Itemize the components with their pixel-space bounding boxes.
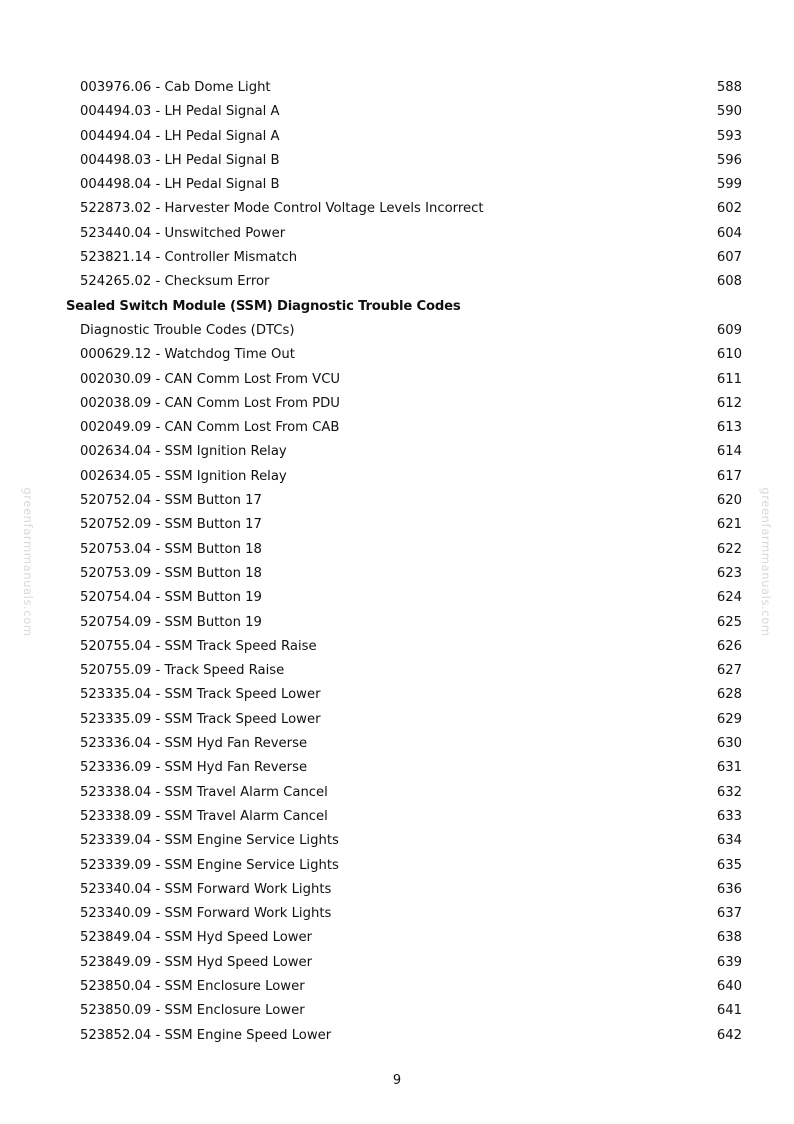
toc-entry-label: 523850.04 - SSM Enclosure Lower [80,978,305,994]
toc-page-number: 625 [716,614,742,630]
toc-entry-label: 523850.09 - SSM Enclosure Lower [80,1003,305,1019]
toc-entry-label: 523849.09 - SSM Hyd Speed Lower [80,954,313,970]
toc-page-number: 631 [716,760,742,776]
toc-entry[interactable] [0,586,794,610]
toc-entry-label: 004498.03 - LH Pedal Signal B [80,152,280,168]
toc-entry-label: 523821.14 - Controller Mismatch [80,250,298,266]
toc-entry-label: 523336.04 - SSM Hyd Fan Reverse [80,736,308,752]
toc-page-number: 642 [716,1027,742,1043]
toc-page-number: 638 [716,930,742,946]
toc-page-number: 610 [716,347,742,363]
toc-page-number: 637 [716,906,742,922]
toc-entry[interactable] [0,440,794,464]
toc-page-number: 640 [716,978,742,994]
watermark-right: greenfarmmanuals.com [759,487,773,637]
toc-page-number: 633 [716,808,742,824]
toc-entry[interactable] [0,222,794,246]
toc-entry-label: 000629.12 - Watchdog Time Out [80,347,295,363]
toc-entry-label: 004494.04 - LH Pedal Signal A [80,128,280,144]
toc-entry-label: 520754.09 - SSM Button 19 [80,614,262,630]
toc-entry-label: 002030.09 - CAN Comm Lost From VCU [80,371,341,387]
toc-entry-label: 524265.02 - Checksum Error [80,274,270,290]
toc-page-number: 630 [716,736,742,752]
toc-entry[interactable] [0,975,794,999]
toc-entry[interactable] [0,270,794,294]
toc-entry-label: 523335.09 - SSM Track Speed Lower [80,711,321,727]
toc-page-number: 624 [716,590,742,606]
toc-entry-label: 003976.06 - Cab Dome Light [80,80,271,95]
toc-entry[interactable] [0,173,794,197]
toc-entry-label: 523440.04 - Unswitched Power [80,225,286,241]
toc-entry-label: 002634.04 - SSM Ignition Relay [80,444,287,460]
toc-page-number: 608 [716,274,742,290]
toc-entry-label: 520752.04 - SSM Button 17 [80,493,262,509]
toc-page-number: 588 [716,80,742,95]
toc-entry[interactable] [0,999,794,1023]
toc-entry-label: 522873.02 - Harvester Mode Control Voltage Levels Incorrect [80,201,484,217]
toc-entry-label: 002049.09 - CAN Comm Lost From CAB [80,420,340,436]
toc-entry-label: 523338.09 - SSM Travel Alarm Cancel [80,808,328,824]
toc-entry[interactable] [0,197,794,221]
toc-entry[interactable] [0,951,794,975]
toc-page-number: 620 [716,493,742,509]
toc-page-number: 593 [716,128,742,144]
toc-page-number: 641 [716,1003,742,1019]
toc-entry[interactable] [0,513,794,537]
toc-entry[interactable] [0,878,794,902]
toc-entry[interactable] [0,926,794,950]
toc-entry-label: 002038.09 - CAN Comm Lost From PDU [80,395,340,411]
toc-entry-label: 523336.09 - SSM Hyd Fan Reverse [80,760,308,776]
toc-page-number: 596 [716,152,742,168]
toc-entry-label: 523340.04 - SSM Forward Work Lights [80,881,332,897]
toc-entry[interactable] [0,562,794,586]
toc-page-number: 612 [716,395,742,411]
toc-page-number: 599 [716,177,742,193]
toc-entry[interactable] [0,538,794,562]
toc-entry[interactable] [0,902,794,926]
toc-entry[interactable] [0,683,794,707]
toc-entry[interactable] [0,319,794,343]
toc-entry-label: 523849.04 - SSM Hyd Speed Lower [80,930,313,946]
toc-page-number: 602 [716,201,742,217]
toc-entry-label: 520755.04 - SSM Track Speed Raise [80,638,317,654]
toc-entry-label: 523852.04 - SSM Engine Speed Lower [80,1027,332,1043]
toc-entry-label: 523339.04 - SSM Engine Service Lights [80,833,339,849]
toc-page-number: 627 [716,663,742,679]
toc-entry[interactable] [0,100,794,124]
watermark-left: greenfarmmanuals.com [21,487,35,637]
toc-page-number: 614 [716,444,742,460]
toc-page-number: 628 [716,687,742,703]
table-of-contents [0,76,794,1048]
toc-entry[interactable] [0,76,794,100]
toc-section-heading[interactable] [0,295,794,319]
toc-page-number: 622 [716,541,742,557]
toc-page-number: 636 [716,881,742,897]
toc-entry[interactable] [0,465,794,489]
toc-page-number: 609 [716,322,742,338]
toc-page-number: 634 [716,833,742,849]
toc-entry[interactable] [0,1024,794,1048]
toc-page-number: 590 [716,104,742,120]
toc-page-number: 621 [716,517,742,533]
toc-page-number: 617 [716,468,742,484]
toc-entry[interactable] [0,805,794,829]
toc-page-number: 635 [716,857,742,873]
toc-page-number: 607 [716,250,742,266]
toc-entry[interactable] [0,708,794,732]
toc-page-number: 639 [716,954,742,970]
toc-heading-label: Sealed Switch Module (SSM) Diagnostic Trouble Codes [66,298,461,314]
toc-entry[interactable] [0,489,794,513]
toc-entry[interactable] [0,343,794,367]
toc-entry[interactable] [0,416,794,440]
toc-entry[interactable] [0,659,794,683]
toc-page-number: 626 [716,638,742,654]
toc-entry[interactable] [0,781,794,805]
toc-entry-label: 520754.04 - SSM Button 19 [80,590,262,606]
toc-entry[interactable] [0,756,794,780]
toc-entry-label: 523338.04 - SSM Travel Alarm Cancel [80,784,328,800]
toc-entry-label: 520755.09 - Track Speed Raise [80,663,285,679]
toc-entry-label: 004494.03 - LH Pedal Signal A [80,104,280,120]
toc-entry-label: 002634.05 - SSM Ignition Relay [80,468,287,484]
toc-page-number: 611 [716,371,742,387]
toc-entry[interactable] [0,392,794,416]
toc-entry-label: 520752.09 - SSM Button 17 [80,517,262,533]
toc-entry-label: 004498.04 - LH Pedal Signal B [80,177,280,193]
toc-page-number: 613 [716,420,742,436]
toc-entry[interactable] [0,246,794,270]
page-number: 9 [392,1073,402,1088]
toc-page-number: 632 [716,784,742,800]
toc-entry-label: 523340.09 - SSM Forward Work Lights [80,906,332,922]
toc-entry[interactable] [0,635,794,659]
toc-entry[interactable] [0,732,794,756]
toc-page-number: 604 [716,225,742,241]
toc-entry-label: Diagnostic Trouble Codes (DTCs) [80,322,295,338]
toc-entry[interactable] [0,611,794,635]
toc-entry[interactable] [0,829,794,853]
toc-entry[interactable] [0,854,794,878]
toc-entry[interactable] [0,149,794,173]
toc-page-number: 623 [716,565,742,581]
toc-entry[interactable] [0,368,794,392]
toc-entry-label: 523335.04 - SSM Track Speed Lower [80,687,321,703]
toc-entry-label: 520753.09 - SSM Button 18 [80,565,262,581]
toc-entry-label: 520753.04 - SSM Button 18 [80,541,262,557]
toc-page-number: 629 [716,711,742,727]
toc-entry[interactable] [0,125,794,149]
toc-entry-label: 523339.09 - SSM Engine Service Lights [80,857,339,873]
